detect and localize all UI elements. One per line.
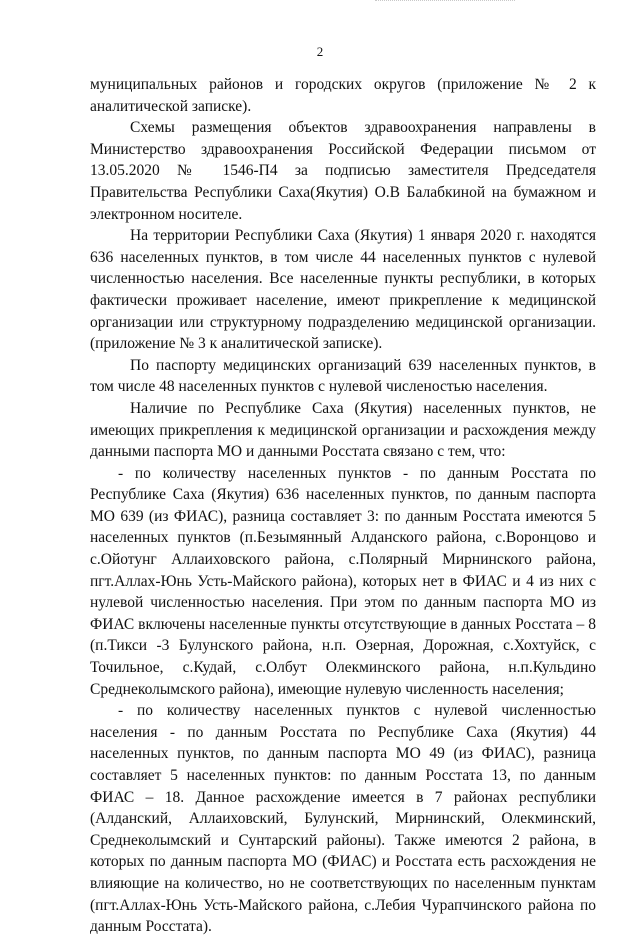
scan-artifact: [375, 0, 515, 4]
page-number: 2: [316, 44, 324, 59]
paragraph-availability: Наличие по Республике Саха (Якутия) населенных пунктов, не имеющих прикрепления к медицинской организации и расхождения между данными паспорта МО и данными Росстата связано с тем, что:: [90, 399, 596, 461]
paragraph-passport: По паспорту медицинских организаций 639 населенных пунктов, в том числе 48 населенных пунктов с нулевой численостью населения.: [90, 356, 596, 396]
list-item-zero-population: - по количеству населенных пунктов с нулевой численностью населения - по данным Росстата по Республике Саха (Якутия) 44 населенных пунктов, по данным паспорта МО 49 (из ФИАС), разница составляет 5 населенных пунктов: по данным Росстата 13, по данным ФИАС – 18. Данное расхождение имеется в 7 районах республики (Алданский, Аллаиховский, Булунский, Мирнинский, Олекминский, Среднеколымский и Сунтарский районы). Также имеются 2 района, в которых по данным паспорта МО (ФИАС) и Росстата есть расхождения не влияющие на количество, но не соответствующих по населенным пунктам (пгт.Аллах-Юнь Усть-Майского района, с.Лебия Чурапчинского района по данным Росстата).: [90, 702, 596, 936]
paragraph-continuation: муниципальных районов и городских округов (приложение № 2 к аналитической записке).: [90, 76, 596, 115]
paragraph-territory: На территории Республики Саха (Якутия) 1 января 2020 г. находятся 636 населенных пунктов, в том числе 44 населенных пунктов с нулевой численностью населения. Все населенные пункты республики, в которых фактически проживает население, имеют прикрепление к медицинской организации или структурному подразделению медицинской организации. (приложение № 3 к аналитической записке).: [90, 227, 596, 353]
list-item-settlement-count: - по количеству населенных пунктов - по данным Росстата по Республике Саха (Якутия) 636 населенных пунктов, по данным паспорта МО 639 (из ФИАС), разница составляет 3: по данным Росстата имеются 5 населенных пунктов (п.Безымянный Алданского района, с.Воронцово и с.Ойотунг Аллаиховского района, с.Полярный Мирнинского района, пгт.Аллах-Юнь Усть-Майского района), которых нет в ФИАС и 4 из них с нулевой численностью населения. При этом по данным паспорта МО из ФИАС включены населенные пункты отсутствующие в данных Росстата – 8 (п.Тикси -3 Булунского района, н.п. Озерная, Дорожная, с.Хохтуйск, с Точильное, с.Кудай, с.Олбут Олекминского района, н.п.Кульдино Среднеколымского района), имеющие нулевую численность населения;: [90, 464, 596, 698]
paragraph-schemes: Схемы размещения объектов здравоохранения направлены в Министерство здравоохранения Российской Федерации письмом от 13.05.2020 № 1546-П4 за подписью заместителя Председателя Правительства Республики Саха(Якутия) О.В Балабкиной на бумажном и электронном носителе.: [90, 119, 596, 223]
document-body: [90, 74, 596, 938]
